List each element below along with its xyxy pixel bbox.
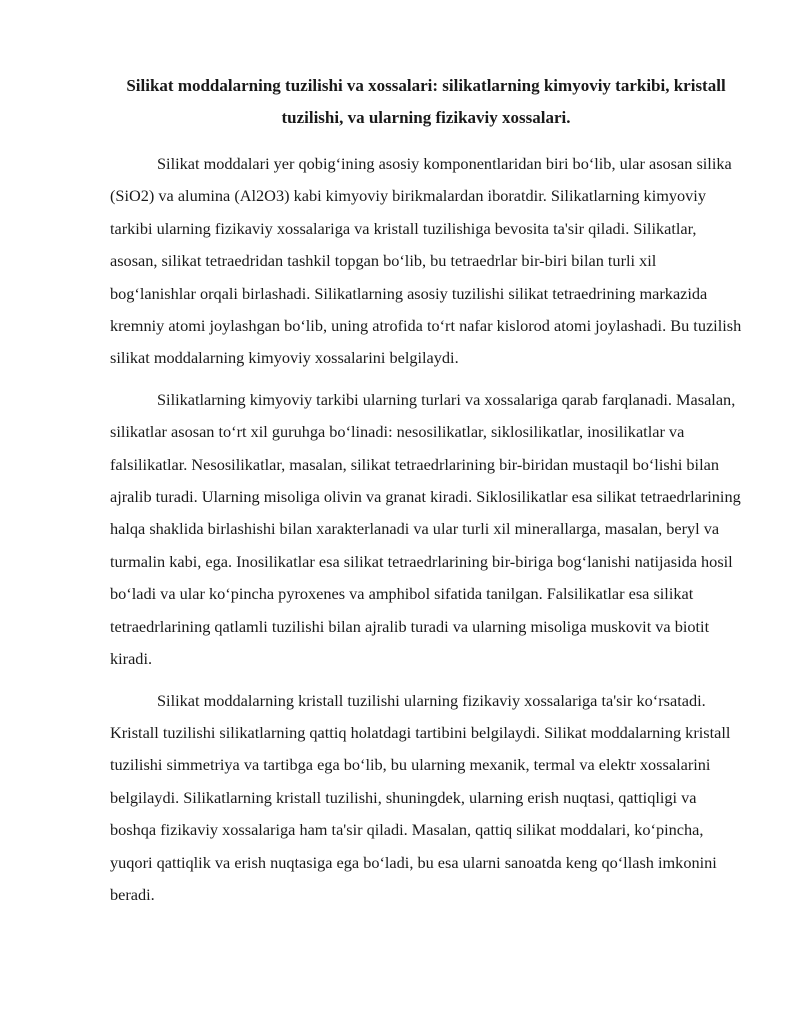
document-title: Silikat moddalarning tuzilishi va xossalari: silikatlarning kimyoviy tarkibi, kristall tuzilishi, va ularning fizikaviy xossalari. [126,76,726,127]
paragraph-1: Silikat moddalari yer qobig‘ining asosiy komponentlaridan biri bo‘lib, ular asosan silika (SiO2) va alumina (Al2O3) kabi kimyoviy birikmalardan iboratdir. Silikatlarning kimyoviy tarkibi ularning fizikaviy xossalariga va kristall tuzilishiga bevosita ta'sir qiladi. Silikatlar, asosan, silikat tetraedridan tashkil topgan bo‘lib, bu tetraedrlar bir-biri bilan turli xil bog‘lanishlar orqali birlashadi. Silikatlarning asosiy tuzilishi silikat tetraedrining markazida kremniy atomi joylashgan bo‘lib, uning atrofida to‘rt nafar kislorod atomi joylashadi. Bu tuzilish silikat moddalarning kimyoviy xossalarini belgilaydi. [110,154,742,368]
paragraph-3: Silikat moddalarning kristall tuzilishi ularning fizikaviy xossalariga ta'sir ko‘rsatadi. Kristall tuzilishi silikatlarning qattiq holatdagi tartibini belgilaydi. Silikat moddalarning kristall tuzilishi simmetriya va tartibga ega bo‘lib, bu ularning mexanik, termal va elektr xossalarini belgilaydi. Silikatlarning kristall tuzilishi, shuningdek, ularning erish nuqtasi, qattiqligi va boshqa fizikaviy xossalariga ham ta'sir qiladi. Masalan, qattiq silikat moddalari, ko‘pincha, yuqori qattiqlik va erish nuqtasiga ega bo‘ladi, bu esa ularni sanoatda keng qo‘llash imkonini beradi. [110,690,731,904]
paragraph-2: Silikatlarning kimyoviy tarkibi ularning turlari va xossalariga qarab farqlanadi. Masalan, silikatlar asosan to‘rt xil guruhga bo‘linadi: nesosilikatlar, siklosilikatlar, inosilikatlar va falsilikatlar. Nesosilikatlar, masalan, silikat tetraedrlarining bir-biridan mustaqil bo‘lishi bilan ajralib turadi. Ularning misoliga olivin va granat kiradi. Siklosilikatlar esa silikat tetraedrlarining halqa shaklida birlashishi bilan xarakterlanadi va ular turli xil minerallarga, masalan, beryl va turmalin kabi, ega. Inosilikatlar esa silikat tetraedrlarining bir-biriga bog‘lanishi natijasida hosil bo‘ladi va ular ko‘pincha pyroxenes va amphibol sifatida tanilgan. Falsilikatlar esa silikat tetraedrlarining qatlamli tuzilishi bilan ajralib turadi va ularning misoliga muskovit va biotit kiradi. [110,389,741,669]
